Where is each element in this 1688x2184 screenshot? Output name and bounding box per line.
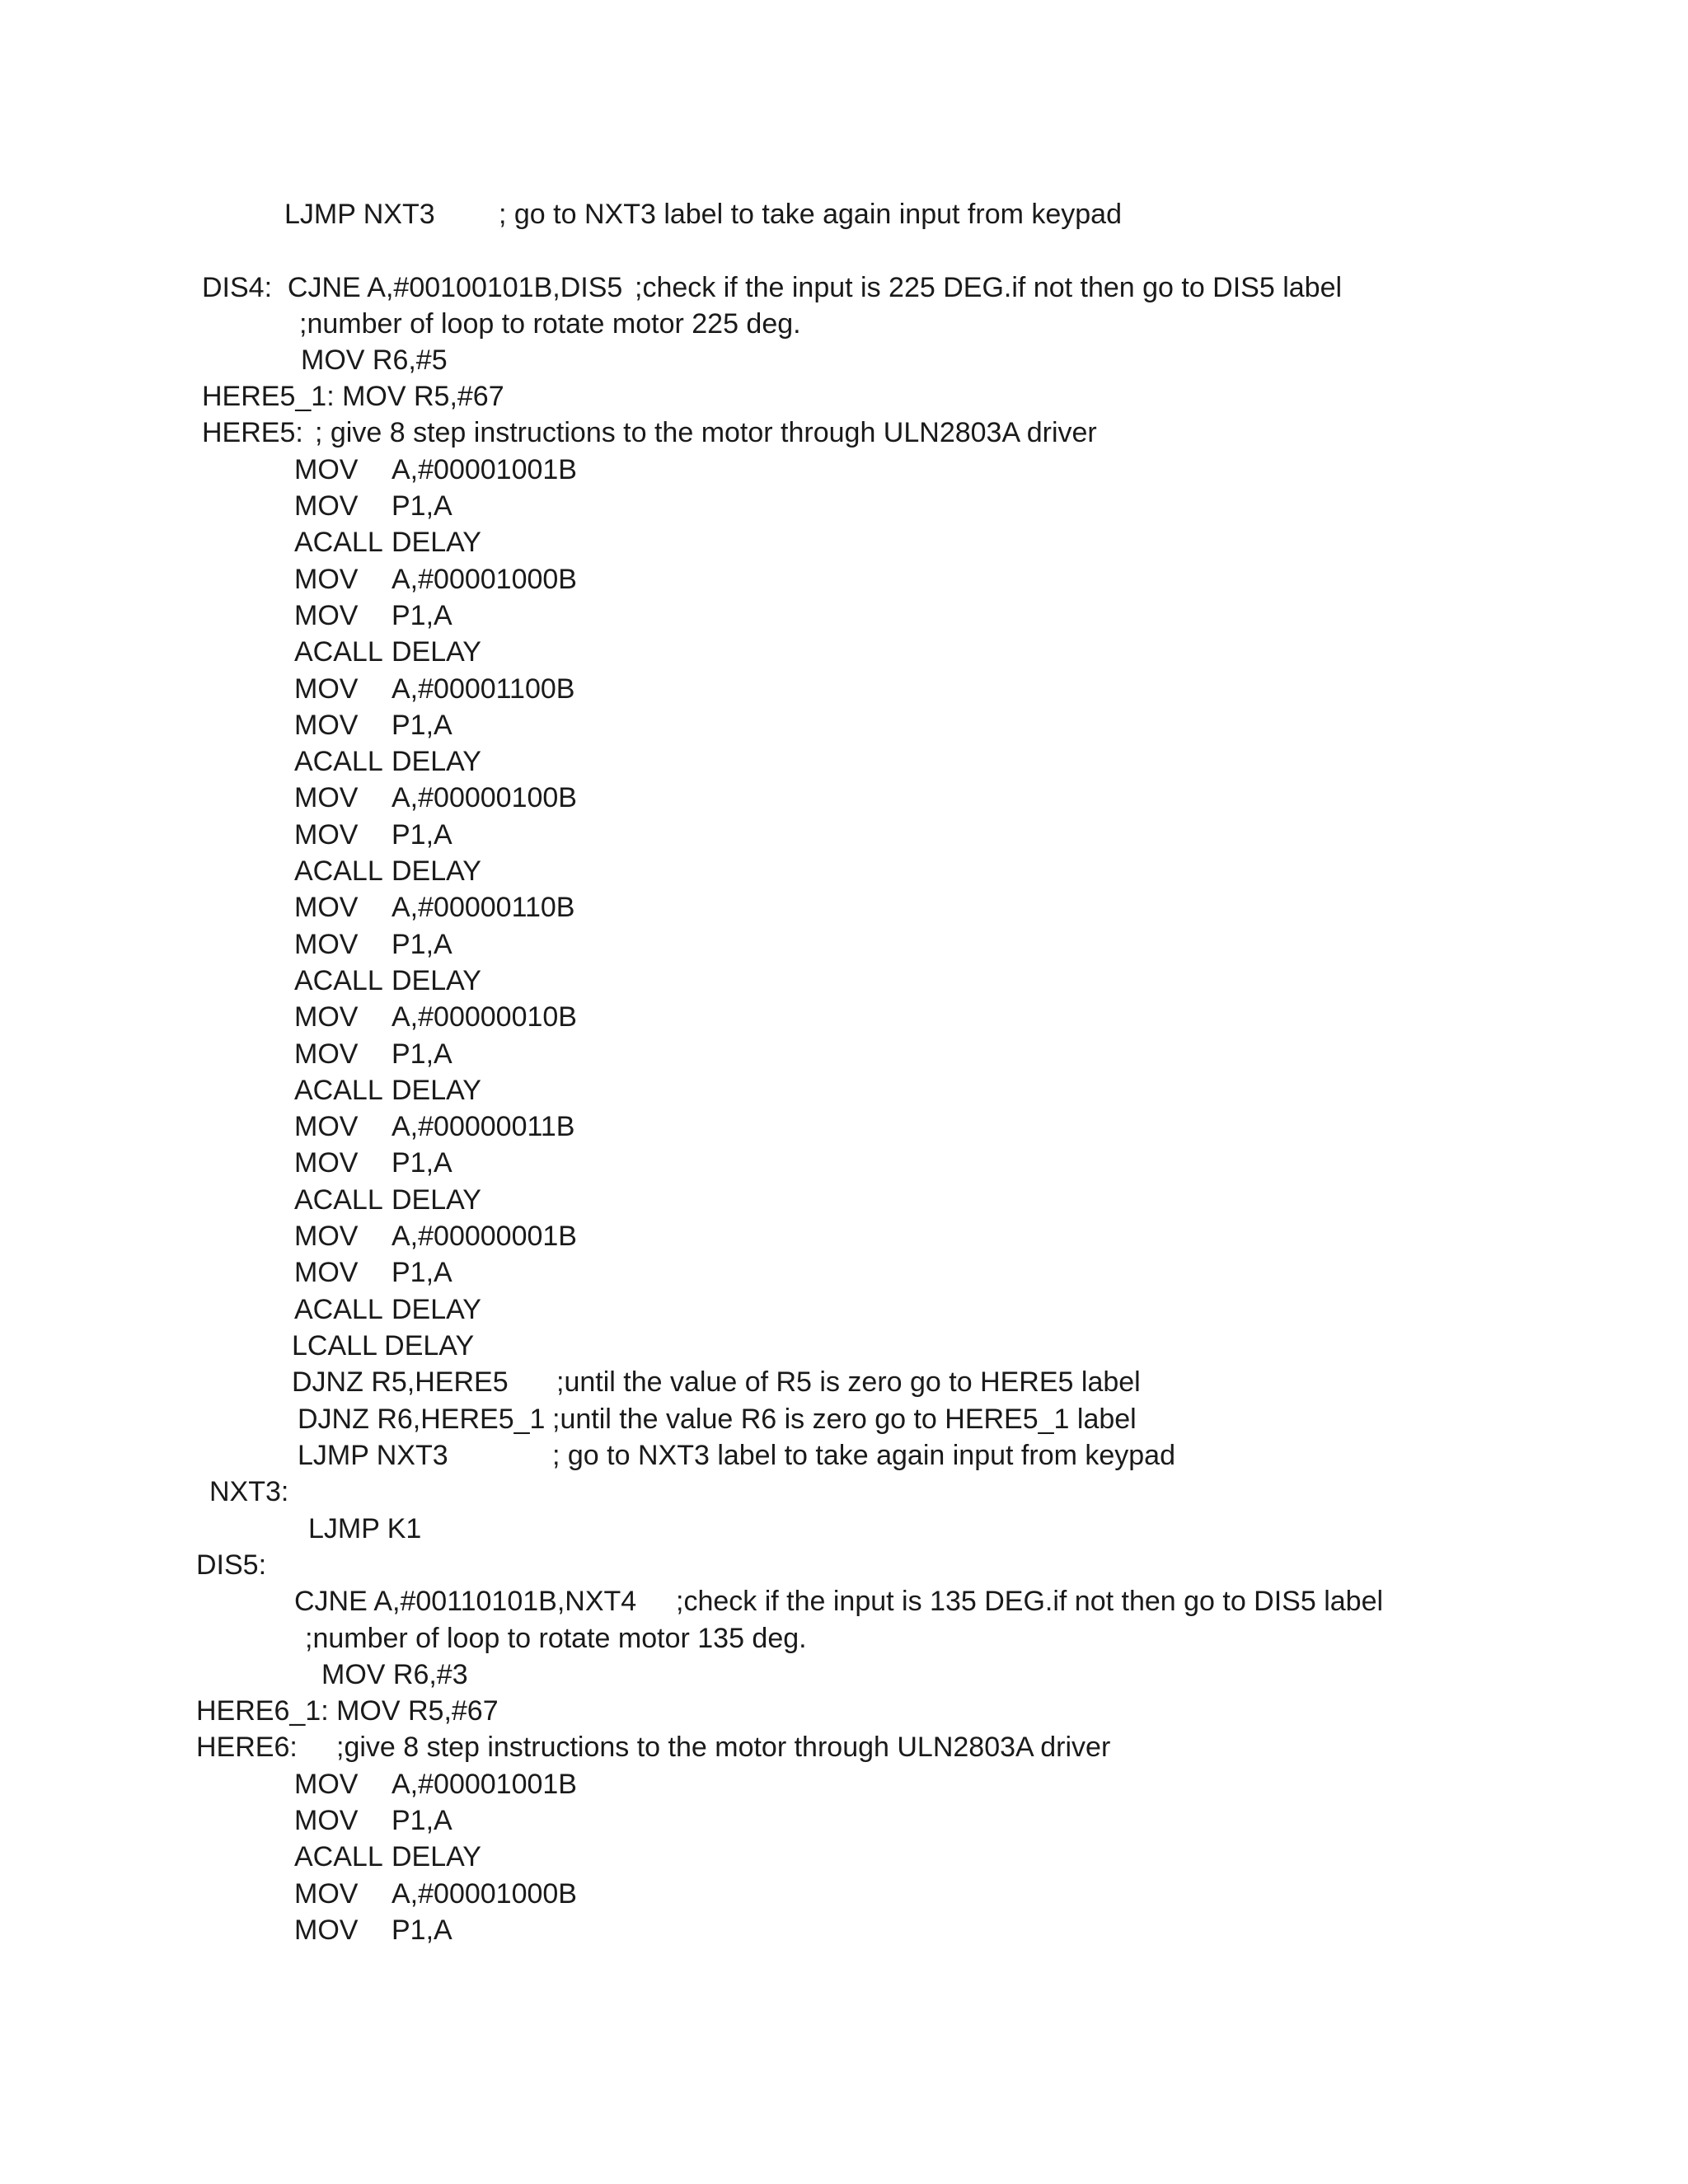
code-line bbox=[0, 1766, 1688, 1802]
code-operand: A,#00000100B bbox=[392, 782, 577, 813]
code-line bbox=[0, 1108, 1688, 1145]
code-instruction: HERE6: bbox=[196, 1732, 298, 1763]
code-operand: A,#00000011B bbox=[392, 1111, 575, 1142]
code-line bbox=[0, 1693, 1688, 1729]
code-operand: A,#00000010B bbox=[392, 1001, 577, 1033]
code-instruction: MOV bbox=[294, 564, 359, 595]
code-comment: ; go to NXT3 label to take again input from keypad bbox=[552, 1440, 1176, 1471]
code-operand: A,#00001001B bbox=[392, 1769, 577, 1800]
code-instruction: ACALL bbox=[294, 527, 383, 558]
code-instruction: MOV R6,#5 bbox=[301, 344, 448, 376]
code-instruction: MOV bbox=[294, 1878, 359, 1910]
code-instruction: NXT3: bbox=[209, 1476, 289, 1507]
code-instruction: MOV bbox=[294, 892, 359, 923]
code-operand: A,#00001000B bbox=[392, 1878, 577, 1910]
code-operand: P1,A bbox=[392, 490, 452, 522]
code-operand: A,#00000110B bbox=[392, 892, 575, 923]
code-instruction: ACALL bbox=[294, 746, 383, 777]
code-line bbox=[0, 634, 1688, 670]
code-instruction: MOV bbox=[294, 490, 359, 522]
code-line bbox=[0, 1036, 1688, 1072]
code-line bbox=[0, 1437, 1688, 1474]
code-line bbox=[0, 488, 1688, 524]
code-instruction: MOV bbox=[294, 710, 359, 741]
code-line bbox=[0, 378, 1688, 415]
code-line bbox=[0, 1145, 1688, 1181]
code-instruction: MOV bbox=[294, 1038, 359, 1070]
code-line bbox=[0, 1657, 1688, 1693]
code-instruction: MOV bbox=[294, 1915, 359, 1946]
code-line bbox=[0, 671, 1688, 707]
code-operand: A,#00001100B bbox=[392, 673, 575, 705]
code-line bbox=[0, 1291, 1688, 1328]
code-line bbox=[0, 1912, 1688, 1948]
code-instruction: LJMP K1 bbox=[308, 1513, 422, 1544]
code-operand: DELAY bbox=[392, 855, 481, 887]
code-line bbox=[0, 780, 1688, 816]
code-instruction: ACALL bbox=[294, 1294, 383, 1325]
code-instruction: MOV bbox=[294, 782, 359, 813]
code-line bbox=[0, 1182, 1688, 1218]
code-operand: DELAY bbox=[392, 1075, 481, 1106]
code-line bbox=[0, 817, 1688, 853]
code-instruction: MOV bbox=[294, 819, 359, 851]
code-operand: P1,A bbox=[392, 600, 452, 631]
code-line bbox=[0, 743, 1688, 780]
code-line bbox=[0, 1401, 1688, 1437]
code-instruction: MOV bbox=[294, 1147, 359, 1179]
code-instruction: HERE5_1: MOV R5,#67 bbox=[202, 381, 504, 412]
code-instruction: HERE5: bbox=[202, 417, 303, 448]
code-comment: ;until the value R6 is zero go to HERE5_1 label bbox=[552, 1404, 1137, 1435]
code-operand: A,#00001000B bbox=[392, 564, 577, 595]
code-operand: P1,A bbox=[392, 929, 452, 960]
code-operand: P1,A bbox=[392, 819, 452, 851]
code-line bbox=[0, 561, 1688, 598]
code-operand: P1,A bbox=[392, 1915, 452, 1946]
code-instruction: ACALL bbox=[294, 965, 383, 996]
code-instruction: ACALL bbox=[294, 636, 383, 668]
code-line bbox=[0, 1364, 1688, 1400]
code-instruction: DIS4: CJNE A,#00100101B,DIS5 bbox=[202, 272, 623, 303]
code-line bbox=[0, 598, 1688, 634]
code-operand: P1,A bbox=[392, 1805, 452, 1836]
code-comment: ;check if the input is 225 DEG.if not then go to DIS5 label bbox=[635, 272, 1343, 303]
code-operand: P1,A bbox=[392, 1038, 452, 1070]
code-line bbox=[0, 524, 1688, 560]
code-instruction: ACALL bbox=[294, 1841, 383, 1872]
code-line bbox=[0, 1474, 1688, 1510]
code-instruction: LCALL DELAY bbox=[292, 1330, 475, 1361]
code-line bbox=[0, 963, 1688, 999]
code-line bbox=[0, 926, 1688, 963]
code-line bbox=[0, 1511, 1688, 1547]
code-instruction: MOV bbox=[294, 929, 359, 960]
code-line bbox=[0, 1254, 1688, 1291]
code-operand: P1,A bbox=[392, 710, 452, 741]
code-instruction: DIS5: bbox=[196, 1549, 267, 1581]
code-instruction: LJMP NXT3 bbox=[298, 1440, 448, 1471]
code-line bbox=[0, 1876, 1688, 1912]
code-instruction: DJNZ R5,HERE5 bbox=[292, 1366, 509, 1398]
code-line bbox=[0, 1218, 1688, 1254]
code-line bbox=[0, 1072, 1688, 1108]
code-comment: ; give 8 step instructions to the motor through ULN2803A driver bbox=[315, 417, 1097, 448]
code-operand: DELAY bbox=[392, 636, 481, 668]
code-instruction: ACALL bbox=[294, 1075, 383, 1106]
code-line bbox=[0, 1839, 1688, 1875]
code-instruction: MOV bbox=[294, 1221, 359, 1252]
code-operand: DELAY bbox=[392, 746, 481, 777]
code-line bbox=[0, 1547, 1688, 1583]
code-line bbox=[0, 1328, 1688, 1364]
code-instruction: MOV bbox=[294, 1257, 359, 1288]
code-instruction: ACALL bbox=[294, 1184, 383, 1216]
code-line bbox=[0, 889, 1688, 926]
code-comment: ;until the value of R5 is zero go to HERE5 label bbox=[556, 1366, 1141, 1398]
code-comment: ;number of loop to rotate motor 135 deg. bbox=[305, 1623, 807, 1654]
code-comment: ; go to NXT3 label to take again input from keypad bbox=[499, 199, 1123, 230]
code-instruction: LJMP NXT3 bbox=[284, 199, 435, 230]
code-instruction: MOV bbox=[294, 600, 359, 631]
code-instruction: MOV bbox=[294, 454, 359, 485]
code-comment: ;number of loop to rotate motor 225 deg. bbox=[299, 308, 801, 340]
code-instruction: MOV bbox=[294, 1001, 359, 1033]
code-operand: DELAY bbox=[392, 1294, 481, 1325]
code-instruction: MOV bbox=[294, 1769, 359, 1800]
code-line bbox=[0, 342, 1688, 378]
code-operand: DELAY bbox=[392, 1184, 481, 1216]
code-comment: ;check if the input is 135 DEG.if not then go to DIS5 label bbox=[676, 1586, 1384, 1617]
code-operand: DELAY bbox=[392, 527, 481, 558]
code-instruction: MOV bbox=[294, 1805, 359, 1836]
code-operand: A,#00000001B bbox=[392, 1221, 577, 1252]
code-operand: DELAY bbox=[392, 1841, 481, 1872]
code-operand: P1,A bbox=[392, 1147, 452, 1179]
code-line bbox=[0, 1729, 1688, 1765]
code-line bbox=[0, 1802, 1688, 1839]
code-operand: P1,A bbox=[392, 1257, 452, 1288]
code-line bbox=[0, 853, 1688, 889]
code-instruction: MOV bbox=[294, 1111, 359, 1142]
code-line bbox=[0, 452, 1688, 488]
code-line bbox=[0, 196, 1688, 232]
code-line bbox=[0, 269, 1688, 306]
code-instruction: HERE6_1: MOV R5,#67 bbox=[196, 1695, 499, 1727]
code-instruction: CJNE A,#00110101B,NXT4 bbox=[294, 1586, 637, 1617]
code-line bbox=[0, 1583, 1688, 1619]
code-operand: A,#00001001B bbox=[392, 454, 577, 485]
code-line bbox=[0, 1620, 1688, 1657]
code-instruction: DJNZ R6,HERE5_1 bbox=[298, 1404, 546, 1435]
code-line bbox=[0, 415, 1688, 451]
code-line bbox=[0, 999, 1688, 1035]
code-instruction: MOV R6,#3 bbox=[321, 1659, 468, 1690]
code-instruction: ACALL bbox=[294, 855, 383, 887]
code-operand: DELAY bbox=[392, 965, 481, 996]
code-instruction: MOV bbox=[294, 673, 359, 705]
code-line bbox=[0, 707, 1688, 743]
code-line bbox=[0, 306, 1688, 342]
code-comment: ;give 8 step instructions to the motor through ULN2803A driver bbox=[336, 1732, 1111, 1763]
